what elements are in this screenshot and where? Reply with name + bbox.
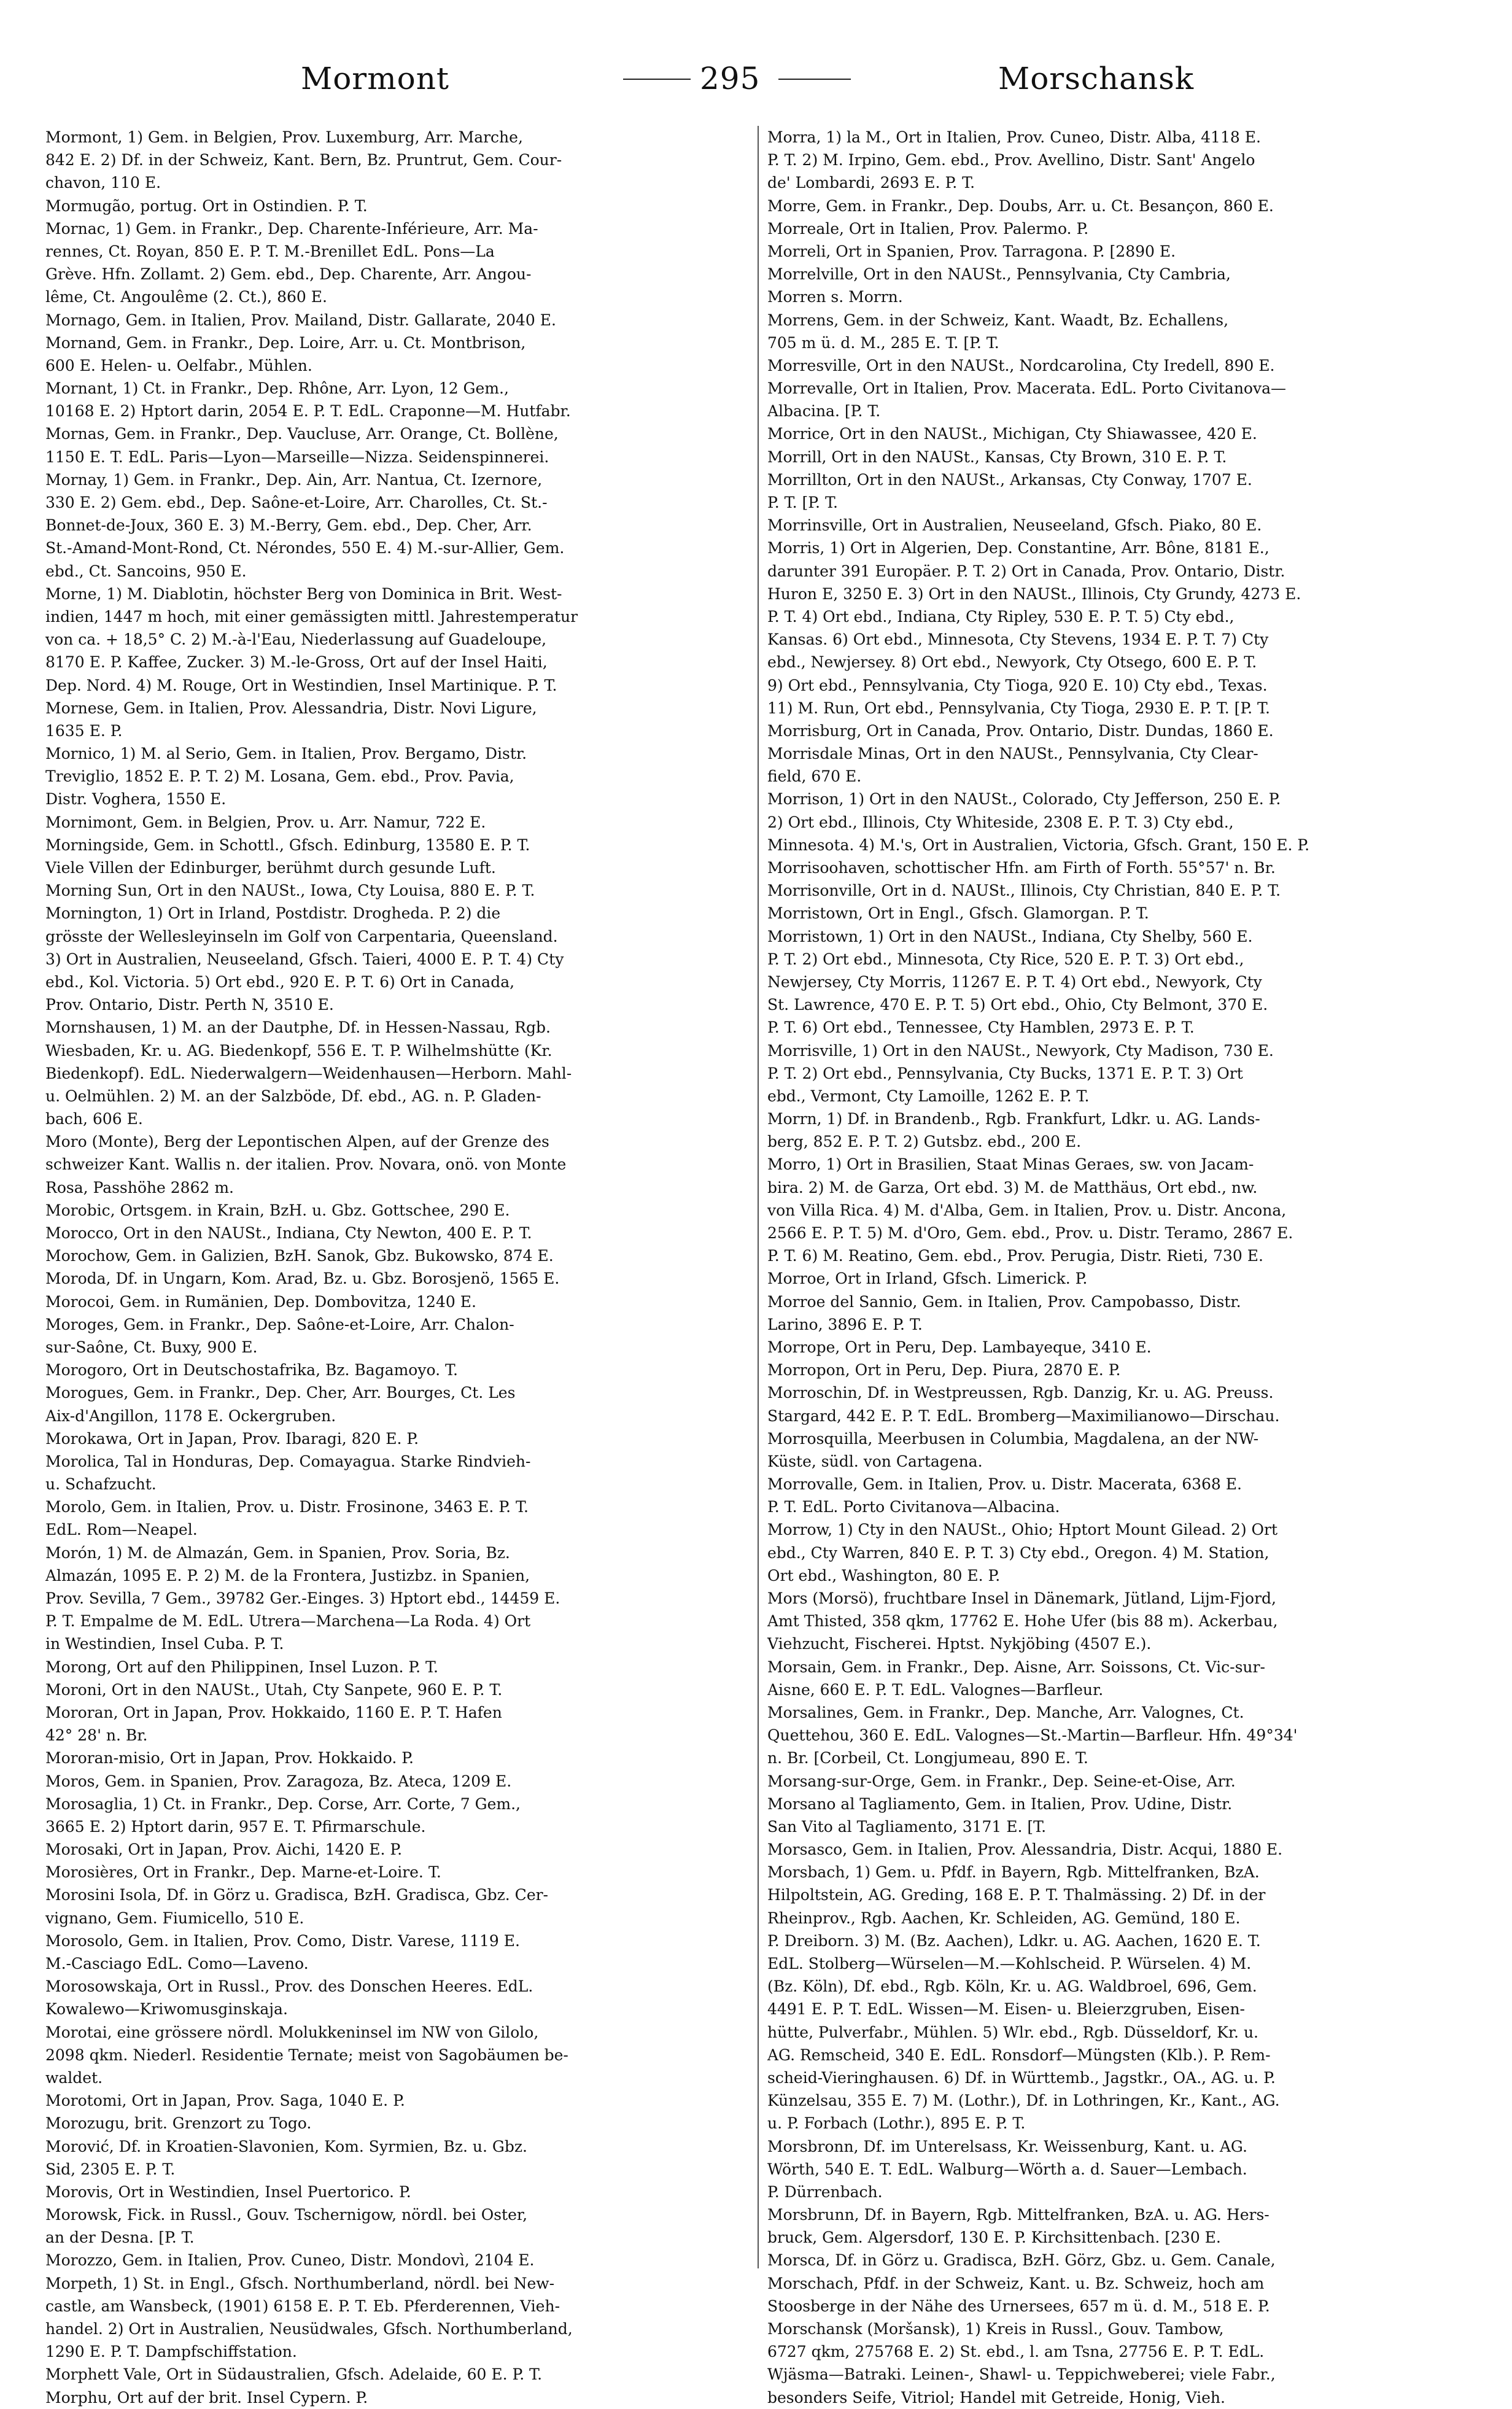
entry-line: Mornico, 1) M. al Serio, Gem. in Italien, Prov. Bergamo, Distr. [45,745,527,763]
entry-line: Morsca, Df. in Görz u. Gradisca, BzH. Görz, Gbz. u. Gem. Canale, [767,2251,1276,2270]
entry-line: Morotai, eine grössere nördl. Molukkeninsel im NW von Gilolo, [45,2023,539,2041]
entry-line: Morochow, Gem. in Galizien, BzH. Sanok, Gbz. Bukowsko, 874 E. [45,1247,554,1265]
entry-line: 8170 E. P. Kaffee, Zucker. 3) M.-le-Gross, Ort auf der Insel Haiti, [45,653,548,672]
entry-line: St. Lawrence, 470 E. P. T. 5) Ort ebd., Ohio, Cty Belmont, 370 E. [767,996,1268,1014]
entry-line: Morrison, 1) Ort in den NAUSt., Colorado, Cty Jefferson, 250 E. P. [767,790,1281,809]
entry-line: Kansas. 6) Ort ebd., Minnesota, Cty Stevens, 1934 E. P. T. 7) Cty [767,630,1269,649]
entry-line: 42° 28' n. Br. [45,1726,148,1745]
entry-line: Mororan-misio, Ort in Japan, Prov. Hokkaido. P. [45,1749,414,1767]
entry-line: Mornimont, Gem. in Belgien, Prov. u. Arr. Namur, 722 E. [45,813,486,831]
entry-line: Morrn, 1) Df. in Brandenb., Rgb. Frankfurt, Ldkr. u. AG. Lands- [767,1110,1260,1128]
entry-line: EdL. Rom—Neapel. [45,1521,198,1539]
entry-line: P. T. Empalme de M. EdL. Utrera—Marchena—La Roda. 4) Ort [45,1612,531,1631]
entry-line: Minnesota. 4) M.'s, Ort in Australien, Victoria, Gfsch. Grant, 150 E. P. [767,836,1310,854]
entry-line: u. P. Forbach (Lothr.), 895 E. P. T. [767,2114,1026,2133]
entry-line: Morroschin, Df. in Westpreussen, Rgb. Danzig, Kr. u. AG. Preuss. [767,1384,1274,1402]
entry-line: Mormont, 1) Gem. in Belgien, Prov. Luxemburg, Arr. Marche, [45,128,523,146]
entry-line: Sid, 2305 E. P. T. [45,2160,176,2178]
entry-line: 600 E. Helen- u. Oelfabr., Mühlen. [45,356,312,374]
entry-line: Hilpoltstein, AG. Greding, 168 E. P. T. Thalmässing. 2) Df. in der [767,1886,1266,1904]
entry-line: Morschansk (Moršansk), 1) Kreis in Russl., Gouv. Tambow, [767,2320,1224,2338]
entry-line: P. T. 6) Ort ebd., Tennessee, Cty Hamblen, 2973 E. P. T. [767,1018,1195,1037]
entry-line: Morobic, Ortsgem. in Krain, BzH. u. Gbz. Gottschee, 290 E. [45,1201,510,1219]
entry-line: Wjäsma—Batraki. Leinen-, Shawl- u. Teppichweberei; viele Fabr., [767,2365,1276,2384]
entry-line: Morrosquilla, Meerbusen in Columbia, Magdalena, an der NW- [767,1429,1259,1448]
entry-line: grösste der Wellesleyinseln im Golf von Carpentaria, Queensland. [45,927,558,945]
entry-line: M.-Casciago EdL. Como—Laveno. [45,1955,309,1973]
entry-line: Morosaki, Ort in Japan, Prov. Aichi, 1420 E. P. [45,1841,403,1859]
entry-line: castle, am Wansbeck, (1901) 6158 E. P. T. Eb. Pferderennen, Vieh- [45,2297,560,2315]
entry-line: bruck, Gem. Algersdorf, 130 E. P. Kirchsittenbach. [230 E. [767,2229,1221,2247]
entry-line: Morocoi, Gem. in Rumänien, Dep. Dombovitza, 1240 E. [45,1292,476,1311]
entry-line: P. T. 2) Ort ebd., Pennsylvania, Cty Bucks, 1371 E. P. T. 3) Ort [767,1064,1243,1082]
entry-line: n. Br. [Corbeil, Ct. Longjumeau, 890 E. T. [767,1749,1088,1767]
entry-line: Mornac, 1) Gem. in Frankr., Dep. Charente-Inférieure, Arr. Ma- [45,219,538,238]
entry-line: Morrisville, 1) Ort in den NAUSt., Newyork, Cty Madison, 730 E. [767,1041,1274,1060]
entry-line: Morne, 1) M. Diablotin, höchster Berg von Dominica in Brit. West- [45,584,562,603]
entry-line: Morosières, Ort in Frankr., Dep. Marne-et-Loire. T. [45,1863,441,1882]
entry-line: Mornshausen, 1) M. an der Dautphe, Df. in Hessen-Nassau, Rgb. [45,1018,551,1037]
entry-line: scheid-Vieringhausen. 6) Df. in Württemb., Jagstkr., OA., AG. u. P. [767,2068,1276,2087]
entry-line: Mornand, Gem. in Frankr., Dep. Loire, Arr. u. Ct. Montbrison, [45,333,526,352]
entry-line: Morozugu, brit. Grenzort zu Togo. [45,2114,312,2133]
entry-line: Viele Villen der Edinburger, berühmt durch gesunde Luft. [45,859,496,877]
entry-line: ebd., Newjersey. 8) Ort ebd., Newyork, Cty Otsego, 600 E. P. T. [767,653,1257,672]
entry-line: Mornant, 1) Ct. in Frankr., Dep. Rhône, Arr. Lyon, 12 Gem., [45,379,509,398]
entry-line: P. Dürrenbach. [767,2182,883,2201]
entry-line: Prov. Ontario, Distr. Perth N, 3510 E. [45,996,334,1014]
entry-line: Amt Thisted, 358 qkm, 17762 E. Hohe Ufer (bis 88 m). Ackerbau, [767,1612,1278,1631]
entry-line: 6727 qkm, 275768 E. 2) St. ebd., l. am Tsna, 27756 E. P. T. EdL. [767,2343,1265,2361]
entry-line: Morosaglia, 1) Ct. in Frankr., Dep. Corse, Arr. Corte, 7 Gem., [45,1794,521,1813]
entry-line: Morrice, Ort in den NAUSt., Michigan, Cty Shiawassee, 420 E. [767,425,1257,443]
entry-line: 2566 E. P. T. 5) M. d'Oro, Gem. ebd., Prov. u. Distr. Teramo, 2867 E. [767,1224,1293,1242]
entry-line: von ca. + 18,5° C. 2) M.-à-l'Eau, Niederlassung auf Guadeloupe, [45,630,547,649]
entry-line: Morrill, Ort in den NAUSt., Kansas, Cty Brown, 310 E. P. T. [767,448,1227,466]
entry-line: Morsang-sur-Orge, Gem. in Frankr., Dep. Seine-et-Oise, Arr. [767,1772,1236,1790]
entry-line: Morrinsville, Ort in Australien, Neuseeland, Gfsch. Piako, 80 E. [767,516,1262,535]
entry-line: Morreale, Ort in Italien, Prov. Palermo. P. [767,219,1089,238]
entry-line: 1290 E. P. T. Dampfschiffstation. [45,2343,297,2361]
entry-line: Morokawa, Ort in Japan, Prov. Ibaragi, 820 E. P. [45,1429,419,1448]
entry-line: Morrelville, Ort in den NAUSt., Pennsylvania, Cty Cambria, [767,265,1231,284]
header-rule-right [778,79,851,80]
entry-line: Quettehou, 360 E. EdL. Valognes—St.-Martin—Barfleur. Hfn. 49°34' [767,1726,1298,1745]
entry-line: Morsalines, Gem. in Frankr., Dep. Manche, Arr. Valognes, Ct. [767,1703,1244,1721]
entry-line: P. T. 6) M. Reatino, Gem. ebd., Prov. Perugia, Distr. Rieti, 730 E. [767,1247,1263,1265]
entry-line: handel. 2) Ort in Australien, Neusüdwales, Gfsch. Northumberland, [45,2320,573,2338]
entry-line: Morolica, Tal in Honduras, Dep. Comayagua. Starke Rindvieh- [45,1452,531,1470]
entry-line: Treviglio, 1852 E. P. T. 2) M. Losana, Gem. ebd., Prov. Pavia, [45,767,514,786]
entry-line: St.-Amand-Mont-Rond, Ct. Nérondes, 550 E. 4) M.-sur-Allier, Gem. [45,539,565,557]
entry-line: Grève. Hfn. Zollamt. 2) Gem. ebd., Dep. Charente, Arr. Angou- [45,265,532,284]
entry-line: hütte, Pulverfabr., Mühlen. 5) Wlr. ebd., Rgb. Düsseldorf, Kr. u. [767,2023,1258,2041]
right-column [767,126,1473,2407]
entry-line: 2) Ort ebd., Illinois, Cty Whiteside, 2308 E. P. T. 3) Cty ebd., [767,813,1234,831]
entry-line: Morowsk, Fick. in Russl., Gouv. Tschernigow, nördl. bei Oster, [45,2206,528,2224]
entry-line: indien, 1447 m hoch, mit einer gemässigten mittl. Jahrestemperatur [45,607,578,626]
entry-line: 842 E. 2) Df. in der Schweiz, Kant. Bern, Bz. Pruntrut, Gem. Cour- [45,151,562,169]
entry-line: Rosa, Passhöhe 2862 m. [45,1178,234,1197]
entry-line: Morrow, 1) Cty in den NAUSt., Ohio; Hptort Mount Gilead. 2) Ort [767,1521,1278,1539]
entry-line: Moroni, Ort in den NAUSt., Utah, Cty Sanpete, 960 E. P. T. [45,1680,503,1699]
entry-line: Moroda, Df. in Ungarn, Kom. Arad, Bz. u. Gbz. Borosjenö, 1565 E. [45,1270,560,1288]
entry-line: Mornington, 1) Ort in Irland, Postdistr. Drogheda. P. 2) die [45,904,501,923]
entry-line: Morresville, Ort in den NAUSt., Nordcarolina, Cty Iredell, 890 E. [767,356,1275,374]
entry-line: Morroe, Ort in Irland, Gfsch. Limerick. P. [767,1270,1088,1288]
entry-line: ebd., Ct. Sancoins, 950 E. [45,562,247,580]
entry-line: de' Lombardi, 2693 E. P. T. [767,174,975,192]
entry-line: berg, 852 E. P. T. 2) Gutsbz. ebd., 200 E. [767,1133,1082,1151]
entry-line: Morningside, Gem. in Schottl., Gfsch. Edinburg, 13580 E. P. T. [45,836,530,854]
entry-line: Morristown, Ort in Engl., Gfsch. Glamorgan. P. T. [767,904,1149,923]
entry-line: Morreli, Ort in Spanien, Prov. Tarragona. P. [2890 E. [767,242,1176,260]
entry-line: Morrisdale Minas, Ort in den NAUSt., Pennsylvania, Cty Clear- [767,745,1258,763]
entry-line: Moros, Gem. in Spanien, Prov. Zaragoza, Bz. Ateca, 1209 E. [45,1772,512,1790]
entry-line: an der Desna. [P. T. [45,2229,195,2247]
entry-line: Ort ebd., Washington, 80 E. P. [767,1566,1001,1585]
entry-line: Morpeth, 1) St. in Engl., Gfsch. Northumberland, nördl. bei New- [45,2274,555,2292]
entry-line: Albacina. [P. T. [767,402,881,421]
entry-line: Morrisburg, Ort in Canada, Prov. Ontario, Distr. Dundas, 1860 E. [767,721,1274,740]
entry-line: Mornago, Gem. in Italien, Prov. Mailand, Distr. Gallarate, 2040 E. [45,311,556,329]
entry-line: lême, Ct. Angoulême (2. Ct.), 860 E. [45,288,327,306]
entry-line: Mormugão, portug. Ort in Ostindien. P. T. [45,196,368,215]
entry-line: Morroe del Sannio, Gem. in Italien, Prov. Campobasso, Distr. [767,1292,1241,1311]
entry-line: Distr. Voghera, 1550 E. [45,790,227,809]
entry-line: Morsbach, 1) Gem. u. Pfdf. in Bayern, Rgb. Mittelfranken, BzA. [767,1863,1260,1882]
entry-line: Morocco, Ort in den NAUSt., Indiana, Cty Newton, 400 E. P. T. [45,1224,532,1242]
page-header [0,54,1512,109]
entry-line: 4491 E. P. T. EdL. Wissen—M. Eisen- u. Bleierzgruben, Eisen- [767,2000,1246,2019]
entry-line: Morra, 1) la M., Ort in Italien, Prov. Cuneo, Distr. Alba, 4118 E. [767,128,1261,146]
entry-line: Morovis, Ort in Westindien, Insel Puertorico. P. [45,2182,411,2201]
entry-line: Kowalewo—Kriwomusginskaja. [45,2000,288,2019]
entry-line: Morsasco, Gem. in Italien, Prov. Alessandria, Distr. Acqui, 1880 E. [767,1841,1283,1859]
entry-line: Morsain, Gem. in Frankr., Dep. Aisne, Arr. Soissons, Ct. Vic-sur- [767,1658,1265,1676]
entry-line: ebd., Cty Warren, 840 E. P. T. 3) Cty ebd., Oregon. 4) M. Station, [767,1543,1270,1562]
entry-line: u. Schafzucht. [45,1475,157,1494]
header-left-word: Mormont [301,61,450,96]
entry-line: Larino, 3896 E. P. T. [767,1315,923,1333]
entry-line: Morsano al Tagliamento, Gem. in Italien, Prov. Udine, Distr. [767,1794,1233,1813]
entry-line: u. Oelmühlen. 2) M. an der Salzböde, Df. ebd., AG. n. P. Gladen- [45,1087,541,1105]
entry-line: sur-Saône, Ct. Buxy, 900 E. [45,1338,258,1356]
entry-line: Wörth, 540 E. T. EdL. Walburg—Wörth a. d. Sauer—Lembach. [767,2160,1247,2178]
entry-line: Bonnet-de-Joux, 360 E. 3) M.-Berry, Gem. ebd., Dep. Cher, Arr. [45,516,532,535]
entry-line: Prov. Sevilla, 7 Gem., 39782 Ger.-Einges. 3) Hptort ebd., 14459 E. [45,1589,560,1607]
entry-line: AG. Remscheid, 340 E. EdL. Ronsdorf—Müngsten (Klb.). P. Rem- [767,2046,1271,2064]
entry-line: P. Dreiborn. 3) M. (Bz. Aachen), Ldkr. u. AG. Aachen, 1620 E. T. [767,1931,1261,1950]
entry-line: Almazán, 1095 E. P. 2) M. de la Frontera, Justizbz. in Spanien, [45,1566,530,1585]
entry-line: 9) Ort ebd., Pennsylvania, Cty Tioga, 920 E. 10) Cty ebd., Texas. [767,676,1268,694]
entry-line: Morren s. Morrn. [767,288,903,306]
entry-line: EdL. Stolberg—Würselen—M.—Kohlscheid. P. Würselen. 4) M. [767,1955,1252,1973]
entry-line: Morón, 1) M. de Almazán, Gem. in Spanien, Prov. Soria, Bz. [45,1543,510,1562]
entry-line: Morović, Df. in Kroatien-Slavonien, Kom. Syrmien, Bz. u. Gbz. [45,2137,527,2155]
entry-line: Aisne, 660 E. P. T. EdL. Valognes—Barfleur. [767,1680,1104,1699]
header-rule-left [623,79,691,80]
entry-line: von Villa Rica. 4) M. d'Alba, Gem. in Italien, Prov. u. Distr. Ancona, [767,1201,1287,1219]
entry-line: Morsbrunn, Df. in Bayern, Rgb. Mittelfranken, BzA. u. AG. Hers- [767,2206,1270,2224]
entry-line: vignano, Gem. Fiumicello, 510 E. [45,1909,304,1927]
entry-line: Morrope, Ort in Peru, Dep. Lambayeque, 3410 E. [767,1338,1152,1356]
entry-line: Stoosberge in der Nähe des Urnersees, 657 m ü. d. M., 518 E. P. [767,2297,1270,2315]
entry-line: 10168 E. 2) Hptort darin, 2054 E. P. T. EdL. Craponne—M. Hutfabr. [45,402,571,421]
entry-line: darunter 391 Europäer. P. T. 2) Ort in Canada, Prov. Ontario, Distr. [767,562,1285,580]
entry-line: Morrevalle, Ort in Italien, Prov. Macerata. EdL. Porto Civitanova— [767,379,1286,398]
entry-line: Moroges, Gem. in Frankr., Dep. Saône-et-Loire, Arr. Chalon- [45,1315,514,1333]
entry-line: P. T. 2) M. Irpino, Gem. ebd., Prov. Avellino, Distr. Sant' Angelo [767,151,1255,169]
entry-line: in Westindien, Insel Cuba. P. T. [45,1635,284,1653]
entry-line: Morozzo, Gem. in Italien, Prov. Cuneo, Distr. Mondovì, 2104 E. [45,2251,535,2270]
entry-line: Morschach, Pfdf. in der Schweiz, Kant. u. Bz. Schweiz, hoch am [767,2274,1265,2292]
entry-line: Morogoro, Ort in Deutschostafrika, Bz. Bagamoyo. T. [45,1361,458,1379]
entry-line: ebd., Kol. Victoria. 5) Ort ebd., 920 E. P. T. 6) Ort in Canada, [45,972,515,991]
entry-line: Morphu, Ort auf der brit. Insel Cypern. P. [45,2388,368,2407]
entry-line: San Vito al Tagliamento, 3171 E. [T. [767,1817,1047,1836]
header-right-word: Morschansk [998,61,1195,96]
entry-line: Mororan, Ort in Japan, Prov. Hokkaido, 1160 E. P. T. Hafen [45,1703,502,1721]
entry-line: Morning Sun, Ort in den NAUSt., Iowa, Cty Louisa, 880 E. P. T. [45,882,535,900]
entry-line: bach, 606 E. [45,1110,143,1128]
entry-line: Aix-d'Angillon, 1178 E. Ockergruben. [45,1406,336,1425]
entry-line: Morrovalle, Gem. in Italien, Prov. u. Distr. Macerata, 6368 E. [767,1475,1242,1494]
entry-line: Morosini Isola, Df. in Görz u. Gradisca, BzH. Gradisca, Gbz. Cer- [45,1886,549,1904]
entry-line: Wiesbaden, Kr. u. AG. Biedenkopf, 556 E. T. P. Wilhelmshütte (Kr. [45,1041,552,1060]
entry-line: Morosowskaja, Ort in Russl., Prov. des Donschen Heeres. EdL. [45,1977,533,1996]
entry-line: Morogues, Gem. in Frankr., Dep. Cher, Arr. Bourges, Ct. Les [45,1384,516,1402]
entry-line: 705 m ü. d. M., 285 E. T. [P. T. [767,333,999,352]
entry-line: P. T. EdL. Porto Civitanova—Albacina. [767,1498,1060,1516]
entry-line: Morolo, Gem. in Italien, Prov. u. Distr. Frosinone, 3463 E. P. T. [45,1498,529,1516]
column-divider [758,126,759,2268]
entry-line: rennes, Ct. Royan, 850 E. P. T. M.-Brenillet EdL. Pons—La [45,242,495,260]
entry-line: 2098 qkm. Niederl. Residentie Ternate; meist von Sagobäumen be- [45,2046,568,2064]
entry-line: schweizer Kant. Wallis n. der italien. Prov. Novara, onö. von Monte [45,1155,567,1174]
entry-line: ebd., Vermont, Cty Lamoille, 1262 E. P. T. [767,1087,1090,1105]
entry-line: Künzelsau, 355 E. 7) M. (Lothr.), Df. in Lothringen, Kr., Kant., AG. [767,2092,1280,2110]
entry-line: field, 670 E. [767,767,862,786]
entry-line: Küste, südl. von Cartagena. [767,1452,983,1470]
entry-line: Morropon, Ort in Peru, Dep. Piura, 2870 E. P. [767,1361,1121,1379]
entry-line: Newjersey, Cty Morris, 11267 E. P. T. 4) Ort ebd., Newyork, Cty [767,972,1262,991]
entry-line: Morre, Gem. in Frankr., Dep. Doubs, Arr. u. Ct. Besançon, 860 E. [767,196,1274,215]
entry-line: Morrillton, Ort in den NAUSt., Arkansas, Cty Conway, 1707 E. [767,470,1252,489]
entry-line: Mornay, 1) Gem. in Frankr., Dep. Ain, Arr. Nantua, Ct. Izernore, [45,470,543,489]
entry-line: Morro, 1) Ort in Brasilien, Staat Minas Geraes, sw. von Jacam- [767,1155,1254,1174]
entry-line: 330 E. 2) Gem. ebd., Dep. Saône-et-Loire, Arr. Charolles, Ct. St.- [45,494,548,511]
entry-line: (Bz. Köln), Df. ebd., Rgb. Köln, Kr. u. AG. Waldbroel, 696, Gem. [767,1977,1257,1996]
entry-line: Huron E, 3250 E. 3) Ort in den NAUSt., Illinois, Cty Grundy, 4273 E. [767,584,1301,603]
entry-line: P. T. 2) Ort ebd., Minnesota, Cty Rice, 520 E. P. T. 3) Ort ebd., [767,950,1244,968]
entry-line: P. T. 4) Ort ebd., Indiana, Cty Ripley, 530 E. P. T. 5) Cty ebd., [767,607,1235,626]
entry-line: chavon, 110 E. [45,174,161,192]
entry-line: P. T. [P. T. [767,494,838,511]
entry-line: Rheinprov., Rgb. Aachen, Kr. Schleiden, AG. Gemünd, 180 E. [767,1909,1241,1927]
entry-line: Mornas, Gem. in Frankr., Dep. Vaucluse, Arr. Orange, Ct. Bollène, [45,425,559,443]
entry-line: Morrisoohaven, schottischer Hfn. am Firth of Forth. 55°57' n. Br. [767,859,1276,877]
entry-line: Mornese, Gem. in Italien, Prov. Alessandria, Distr. Novi Ligure, [45,699,537,717]
entry-line: Biedenkopf). EdL. Niederwalgern—Weidenhausen—Herborn. Mahl- [45,1064,572,1082]
left-column [45,126,753,2407]
page-number: 295 [700,61,761,96]
entry-line: Morrisonville, Ort in d. NAUSt., Illinois, Cty Christian, 840 E. P. T. [767,882,1281,900]
entry-line: Morris, 1) Ort in Algerien, Dep. Constantine, Arr. Bône, 8181 E., [767,539,1270,557]
entry-line: waldet. [45,2068,103,2087]
entry-line: Dep. Nord. 4) M. Rouge, Ort in Westindien, Insel Martinique. P. T. [45,676,557,694]
entry-line: Morong, Ort auf den Philippinen, Insel Luzon. P. T. [45,1658,439,1676]
entry-line: 1635 E. P. [45,721,123,740]
entry-line: 3665 E. 2) Hptort darin, 957 E. T. Pfirmarschule. [45,1817,426,1836]
entry-line: Morrens, Gem. in der Schweiz, Kant. Waadt, Bz. Echallens, [767,311,1229,329]
entry-line: 11) M. Run, Ort ebd., Pennsylvania, Cty Tioga, 2930 E. P. T. [P. T. [767,699,1270,717]
entry-line: Moro (Monte), Berg der Lepontischen Alpen, auf der Grenze des [45,1133,549,1151]
entry-line: Morosolo, Gem. in Italien, Prov. Como, Distr. Varese, 1119 E. [45,1931,520,1950]
entry-line: Mors (Morsö), fruchtbare Insel in Dänemark, Jütland, Lijm-Fjord, [767,1589,1276,1607]
entry-line: Viehzucht, Fischerei. Hptst. Nykjöbing (4507 E.). [767,1635,1152,1653]
entry-line: Stargard, 442 E. P. T. EdL. Bromberg—Maximilianowo—Dirschau. [767,1406,1280,1425]
entry-line: 1150 E. T. EdL. Paris—Lyon—Marseille—Nizza. Seidenspinnerei. [45,448,549,466]
entry-line: Morphett Vale, Ort in Südaustralien, Gfsch. Adelaide, 60 E. P. T. [45,2365,543,2384]
entry-line: Morsbronn, Df. im Unterelsass, Kr. Weissenburg, Kant. u. AG. [767,2137,1247,2155]
entry-line: Morotomi, Ort in Japan, Prov. Saga, 1040 E. P. [45,2092,405,2110]
entry-line: bira. 2) M. de Garza, Ort ebd. 3) M. de Matthäus, Ort ebd., nw. [767,1178,1258,1197]
entry-line: 3) Ort in Australien, Neuseeland, Gfsch. Taieri, 4000 E. P. T. 4) Cty [45,950,564,968]
entry-line: Morristown, 1) Ort in den NAUSt., Indiana, Cty Shelby, 560 E. [767,927,1253,945]
entry-line: besonders Seife, Vitriol; Handel mit Getreide, Honig, Vieh. [767,2388,1225,2407]
